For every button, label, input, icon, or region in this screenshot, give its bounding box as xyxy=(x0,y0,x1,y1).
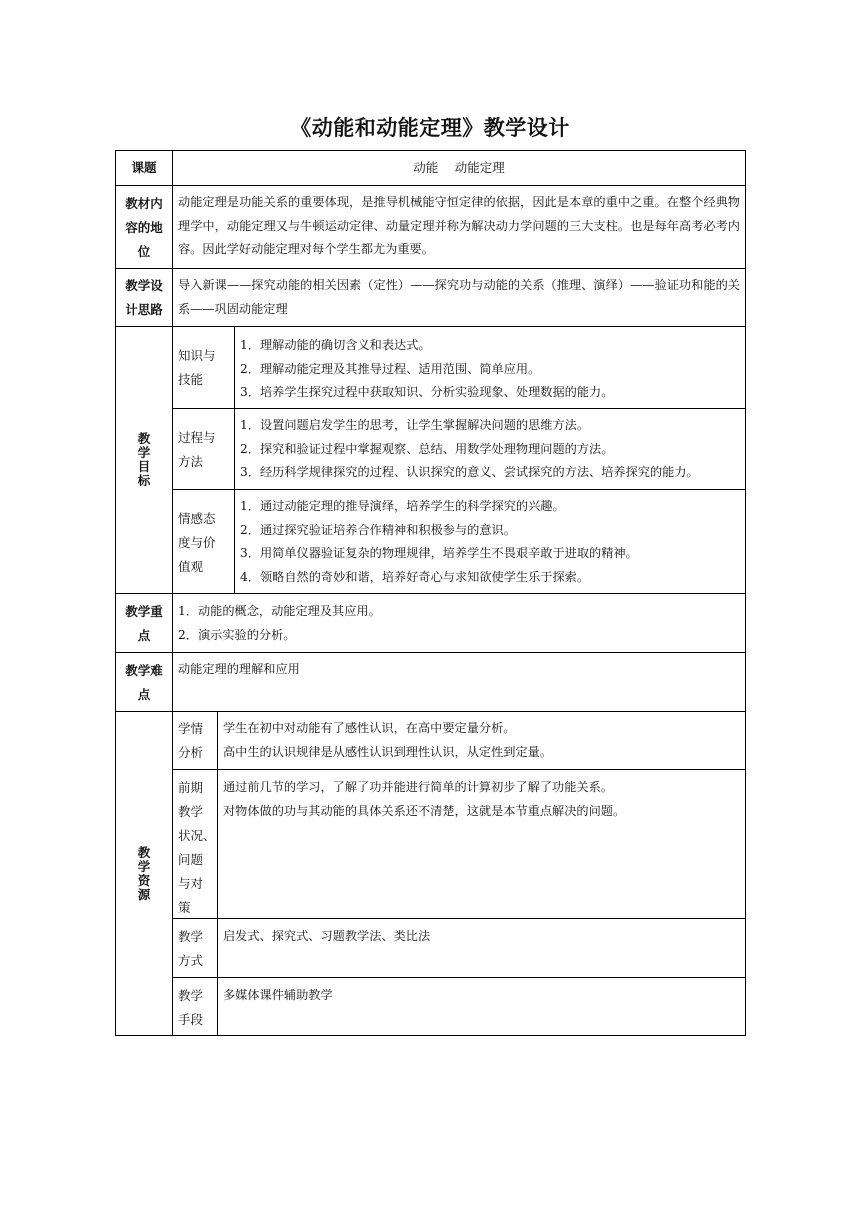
key-points-label: 教学重 点 xyxy=(125,604,163,643)
teaching-means-label: 教学 手段 xyxy=(178,988,204,1027)
list-item: 3．培养学生探究过程中获取知识、分析实验现象、处理数据的能力。 xyxy=(240,385,614,399)
knowledge-skills-list xyxy=(240,334,742,405)
list-item: 学生在初中对动能有了感性认识，在高中要定量分析。 xyxy=(223,721,516,735)
textbook-position-label: 教材内 容的地 位 xyxy=(125,196,163,259)
knowledge-skills-label: 知识与 技能 xyxy=(178,348,216,387)
list-item: 2．理解动能定理及其推导过程、适用范围、简单应用。 xyxy=(240,361,541,376)
student-analysis-list xyxy=(223,717,741,764)
teaching-method-label: 教学 方式 xyxy=(178,929,204,968)
list-item: 1．设置问题启发学生的思考，让学生掌握解决问题的思维方法。 xyxy=(240,418,590,432)
objectives-label: 教 学 目 标 xyxy=(137,431,151,488)
topic-label: 课题 xyxy=(131,160,157,175)
emotion-values-list xyxy=(240,495,742,589)
resources-label: 教 学 资 源 xyxy=(137,845,151,902)
prior-teaching-label: 前期 教学 状况、 问题 与对 策 xyxy=(178,780,216,915)
list-item: 1．通过动能定理的推导演绎，培养学生的科学探究的兴趣。 xyxy=(240,499,565,513)
list-item: 1．理解动能的确切含义和表达式。 xyxy=(240,338,431,352)
design-idea-text: 导入新课——探究动能的相关因素（定性）——探究功与动能的关系（推理、演绎）——验证功和能的关系——巩固动能定理 xyxy=(178,278,740,316)
list-item: 通过前几节的学习，了解了功并能进行简单的计算初步了解了功能关系。 xyxy=(223,780,613,794)
list-item: 3．经历科学规律探究的过程、认识探究的意义、尝试探究的方法、培养探究的能力。 xyxy=(240,465,699,479)
textbook-position-text: 动能定理是功能关系的重要体现，是推导机械能守恒定律的依据，因此是本章的重中之重。在整个经典物理学中，动能定理又与牛顿运动定律、动量定理并称为解决动力学问题的三大支柱。也是每年高考必考内容。因此学好动能定理对每个学生都尤为重要。 xyxy=(178,195,740,256)
list-item: 2．通过探究验证培养合作精神和积极参与的意识。 xyxy=(240,522,516,537)
list-item: 2．演示实验的分析。 xyxy=(178,627,296,642)
emotion-values-label: 情感态 度与价 值观 xyxy=(178,511,216,574)
process-methods-list xyxy=(240,414,742,485)
process-methods-label: 过程与 方法 xyxy=(178,430,216,469)
teaching-means-text: 多媒体课件辅助教学 xyxy=(223,988,333,1002)
list-item: 1．动能的概念，动能定理及其应用。 xyxy=(178,604,381,618)
difficulties-text: 动能定理的理解和应用 xyxy=(178,662,300,676)
list-item: 对物体做的功与其动能的具体关系还不清楚，这就是本节重点解决的问题。 xyxy=(223,803,626,818)
list-item: 2．探究和验证过程中掌握观察、总结、用数学处理物理问题的方法。 xyxy=(240,441,614,456)
list-item: 高中生的认识规律是从感性认识到理性认识，从定性到定量。 xyxy=(223,744,553,759)
difficulties-label: 教学难 点 xyxy=(125,663,163,702)
topic-value: 动能 动能定理 xyxy=(413,160,505,175)
list-item: 4．领略自然的奇妙和谐，培养好奇心与求知欲使学生乐于探索。 xyxy=(240,569,590,584)
page-title: 《动能和动能定理》教学设计 xyxy=(290,116,570,140)
list-item: 3．用简单仪器验证复杂的物理规律，培养学生不畏艰辛敢于进取的精神。 xyxy=(240,546,638,560)
teaching-method-text: 启发式、探究式、习题教学法、类比法 xyxy=(223,929,431,943)
prior-teaching-list xyxy=(223,776,741,823)
design-idea-label: 教学设 计思路 xyxy=(125,278,163,317)
student-analysis-label: 学情 分析 xyxy=(178,721,204,760)
key-points-list xyxy=(178,600,740,647)
